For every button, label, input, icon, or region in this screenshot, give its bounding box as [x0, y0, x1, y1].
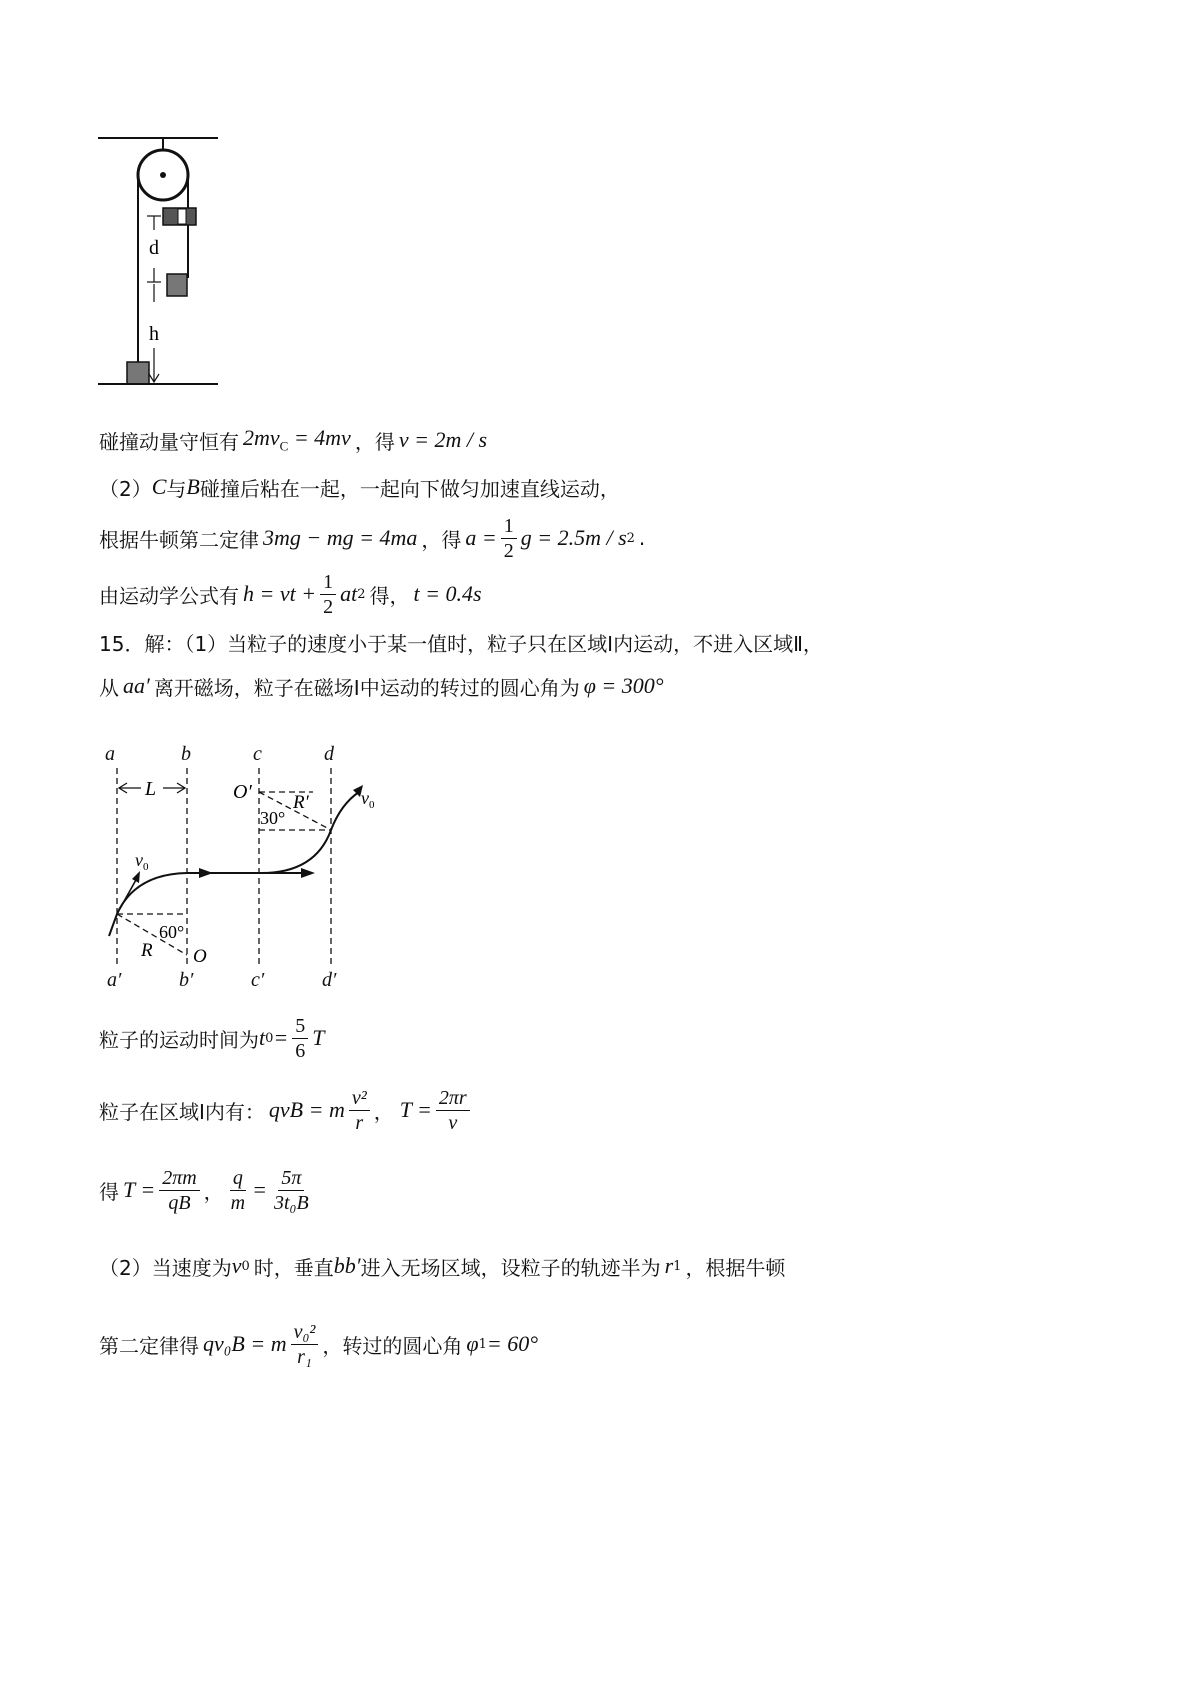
- v0-entry-arrowhead: [132, 871, 140, 883]
- newton-line: 根据牛顿第二定律 3mg − mg = 4ma ，得 a = $\frac{1}{2}$ g = 2.5m / s 2 .: [99, 514, 646, 562]
- arrow-mid-2: [301, 868, 315, 878]
- kinematics-line: 由运动学公式有 h = vt + $\frac{1}{2}$ at 2 得， t = 0.4s: [99, 570, 482, 618]
- fraction-2pim-over-qb: $\frac{2\pi m}{qB}$: [159, 1166, 199, 1215]
- label-b-prime: b′: [179, 969, 194, 991]
- label-r-prime: R′: [293, 792, 309, 813]
- label-v0-left: $v_0$: [135, 850, 149, 873]
- block-c-hole: [178, 209, 186, 224]
- label-d: d: [324, 743, 334, 765]
- angle-line: 从 aa′ 离开磁场，粒子在磁场Ⅰ中运动的转过的圆心角为 φ = 300°: [99, 673, 664, 700]
- pulley-axle: [160, 172, 166, 178]
- newton-second-law-line: 第二定律得 qv₀B = m $\frac{\text{v₀²}}{\text{r₁}}$ ，转过的圆心角 φ 1 = 60°: [99, 1320, 539, 1368]
- fraction-v2-over-r: $\frac{\text{v²}}{r}$: [349, 1086, 370, 1135]
- time-line: 粒子的运动时间为 t 0 = $\frac{5}{6}$ T: [99, 1014, 325, 1062]
- label-c-prime: c′: [251, 969, 265, 991]
- fraction-v0sq-over-r1: $\frac{\text{v₀²}}{\text{r₁}}$: [291, 1320, 319, 1369]
- label-60-deg: 60°: [159, 922, 185, 942]
- fraction-half: $\frac{1}{2}$: [501, 514, 517, 563]
- region-one-line: 粒子在区域Ⅰ内有： qvB = m $\frac{\text{v²}}{r}$ ， T = $\frac{2\pi r}{v}$: [99, 1082, 474, 1138]
- block-b: [167, 274, 187, 296]
- label-d: d: [149, 237, 159, 259]
- label-a: a: [105, 743, 115, 765]
- label-v0-top: $v_0$: [361, 788, 375, 811]
- velocity-result: v = 2m / s: [398, 427, 487, 452]
- magnetic-field-figure: [95, 738, 395, 998]
- label-h: h: [149, 323, 159, 345]
- label-o-prime: O′: [233, 781, 252, 803]
- fraction-q-over-m: $\frac{q}{m}$: [230, 1166, 246, 1214]
- label-d-prime: d′: [322, 969, 337, 991]
- block-a: [127, 362, 149, 384]
- part-two-line: （2）当速度为 v 0 时，垂直 bb′ 进入无场区域，设粒子的轨迹半为 r 1 ，根据牛顿: [99, 1253, 786, 1280]
- fraction-half: $\frac{1}{2}$: [320, 570, 336, 619]
- fraction-5pi-over-3t0b: $\frac{5\pi}{\text{3t₀B}}$: [273, 1166, 309, 1214]
- momentum-eq-left: 2mv: [243, 425, 280, 451]
- label-o: O: [193, 946, 207, 967]
- label-a-prime: a′: [107, 969, 122, 991]
- collision-line: （2） C 与 B 碰撞后粘在一起，一起向下做匀加速直线运动，: [99, 474, 620, 501]
- momentum-line: 碰撞动量守恒有 $2mv_C = 4mv$ ，得 v = 2m / s: [99, 425, 487, 454]
- label-c: c: [253, 743, 262, 765]
- trajectory-right-arc: [259, 792, 359, 873]
- arrow-mid-1: [199, 868, 213, 878]
- label-l: L: [145, 778, 157, 800]
- fraction-2pir-over-v: $\frac{2\pi r}{v}$: [436, 1086, 470, 1135]
- label-b: b: [181, 743, 191, 765]
- v0-entry-arrow: [117, 878, 137, 914]
- fraction-five-sixths: $\frac{5}{6}$: [292, 1014, 308, 1063]
- problem-15-line: 15．解：（1）当粒子的速度小于某一值时，粒子只在区域Ⅰ内运动，不进入区域Ⅱ，: [99, 631, 823, 656]
- period-line: 得 T = $\frac{2\pi m}{qB}$ ， $\frac{q}{m}$ = $\frac{5\pi}{\text{3t₀B}}$: [99, 1162, 316, 1218]
- label-r: R: [141, 940, 153, 961]
- label-30-deg: 30°: [260, 808, 286, 828]
- pulley-figure: [95, 130, 225, 390]
